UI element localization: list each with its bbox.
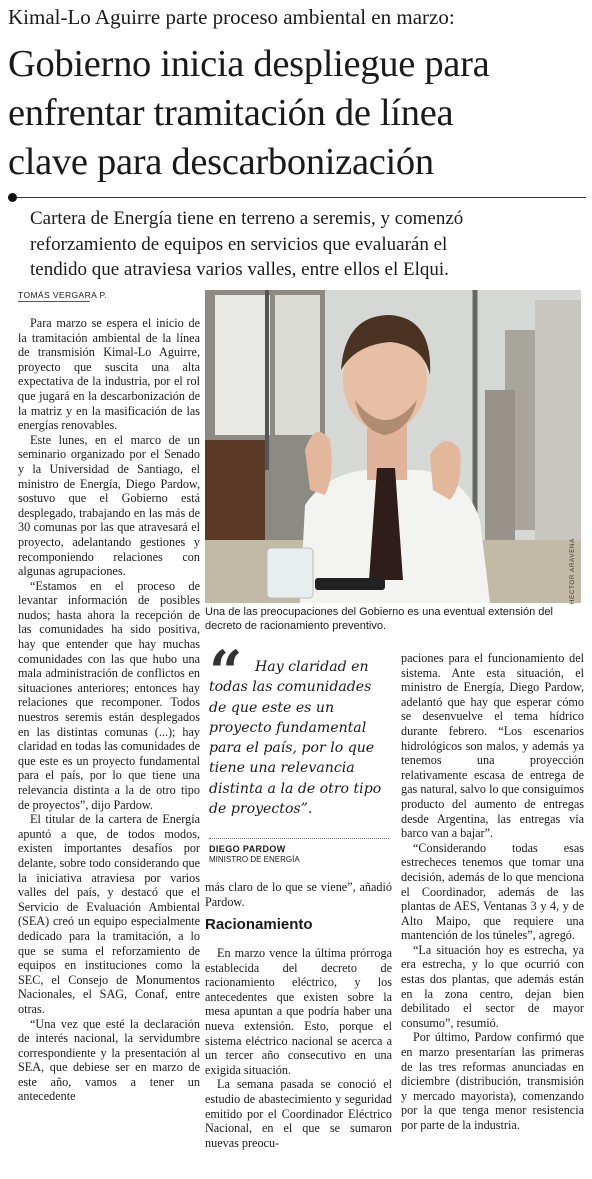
headline-line: clave para descarbonización [8, 141, 434, 183]
paragraph: más claro de lo que se viene”, añadió Pardow. [205, 880, 392, 909]
paragraph: paciones para el funcionamiento del sistema. Ante esta situación, el ministro de Energía, Diego Pardow, adelantó que hay que esperar cómo se desenvuelve el tema hídrico durante febrero. “Los escenarios hidrológicos son malos, y además ya tenemos una proyección relativamente escasa de entrega de gas natural, salvo lo que consiguimos producto del aumento de entregas desde Argentina, las entregas vía barco van a bajar”. [401, 651, 584, 841]
paragraph: “La situación hoy es estrecha, ya era estrecha, y lo que ocurrió con estas dos plantas, que además están en la zona centro, dejan bien debilitado el sector de mayor consumo”, resumió. [401, 942, 584, 1030]
section-subhead: Racionamiento [205, 916, 313, 933]
deck-line: tendido que atraviesa varios valles, entre ellos el Elqui. [30, 259, 449, 280]
column-2-continuation [205, 880, 392, 909]
headline-line: enfrentar tramitación de línea [8, 92, 454, 134]
byline: TOMÁS VERGARA P. [18, 290, 108, 300]
photo-illustration [205, 290, 581, 603]
paragraph: “Estamos en el proceso de levantar información de posibles nudos; hasta ahora la recepción de las comunidades ha sido positiva, hay que entender que hay muchas comunidades con las que hubo una mala administración de conflictos en situaciones anteriores; entonces hay relaciones que recomponer. Todos nuestros seremis están desplegados en las distintas comunas (...); hay claridad en todas las comunidades de que este es un proyecto fundamental para el país, por lo que tiene una relevancia distinta a la de otro tipo de proyectos”, dijo Pardow. [18, 578, 200, 812]
byline-rule [18, 301, 90, 302]
column-1 [18, 316, 200, 1104]
photo-credit: HÉCTOR ARAVENA [570, 538, 576, 604]
column-2 [205, 946, 392, 1150]
quote-attribution-name: DIEGO PARDOW [209, 844, 286, 854]
photo-caption: Una de las preocupaciones del Gobierno es una eventual extensión del decreto de racionamiento preventivo. [205, 606, 553, 632]
minister-photo [205, 290, 581, 603]
deck-line: Cartera de Energía tiene en terreno a seremis, y comenzó [30, 208, 464, 229]
paragraph: Por último, Pardow confirmó que en marzo presentarían las primeras de las tres reformas anunciadas en diciembre (distribución, transmisión y mercado mayorista), comenzando por la que tenga menor resistencia por parte de la industria. [401, 1030, 584, 1132]
paragraph: “Considerando todas esas estrecheces tenemos que tomar una decisión, además de lo que menciona el Coordinador, además de las plantas de AES, Ventanas 3 y 4, y de Alto Maipo, que requiere una mantención de los túneles”, agregó. [401, 840, 584, 943]
deck-rule [8, 197, 586, 198]
headline-line: Gobierno inicia despliegue para [8, 43, 490, 85]
headline [8, 40, 588, 187]
quote-rule [209, 838, 389, 839]
quote-attribution-role: MINISTRO DE ENERGÍA [209, 855, 300, 864]
paragraph: “Una vez que esté la declaración de interés nacional, la servidumbre correspondiente y la presentación al SEA, que debiese ser en marzo de este año, vamos a tener un antecedente [18, 1016, 200, 1104]
paragraph: Para marzo se espera el inicio de la tramitación ambiental de la línea de transmisión Kimal-Lo Aguirre, proyecto que suscita una alta expectativa de la industria, por el rol que jugará en la descarbonización de la matriz y en la masificación de las energías renovables. [18, 316, 200, 433]
pull-quote: Hay claridad en todas las comunidades de que este es un proyecto fundamental para el país, por lo que tiene una relevancia distinta a la de otro tipo de proyectos”. [209, 659, 382, 818]
bullet-dot [8, 193, 17, 202]
paragraph: El titular de la cartera de Energía apuntó a que, de todos modos, existen importantes desafíos por delante, sobre todo considerando que la iniciativa atraviesa por varios valles del país, y destacó que el Servicio de Evaluación Ambiental (SEA) creó un equipo especialmente dedicado para la tramitación, a lo que se suma el reforzamiento de equipos en instituciones como la SEC, el Consejo de Monumentos Nacionales, el SAG, Conaf, entre otras. [18, 812, 200, 1016]
paragraph: En marzo vence la última prórroga establecida del decreto de racionamiento eléctrico, y los antecedentes que existen sobre la mesa apuntan a que podría haber una nueva extensión. Esto, porque el sistema eléctrico nacional se acerca a un tercer año consecutivo en una exigida situación. [205, 946, 392, 1077]
column-3 [401, 651, 584, 1133]
deck [30, 206, 586, 283]
paragraph: Este lunes, en el marco de un seminario organizado por el Senado y la Universidad de Santiago, el ministro de Energía, Diego Pardow, sostuvo que el Gobierno está desplegado, trabajando en las más de 30 comunas por las que atravesará el proyecto, adelantando gestiones y recomponiendo relaciones con algunas agrupaciones. [18, 432, 200, 579]
paragraph: La semana pasada se conoció el estudio de abastecimiento y seguridad emitido por el Coordinador Eléctrico Nacional, en el que se sumaron nuevas preocu- [205, 1077, 392, 1150]
quote-mark-icon: “ [209, 638, 243, 706]
deck-line: reforzamiento de equipos en servicios que evaluarán el [30, 233, 448, 255]
kicker: Kimal-Lo Aguirre parte proceso ambiental en marzo: [8, 5, 455, 29]
